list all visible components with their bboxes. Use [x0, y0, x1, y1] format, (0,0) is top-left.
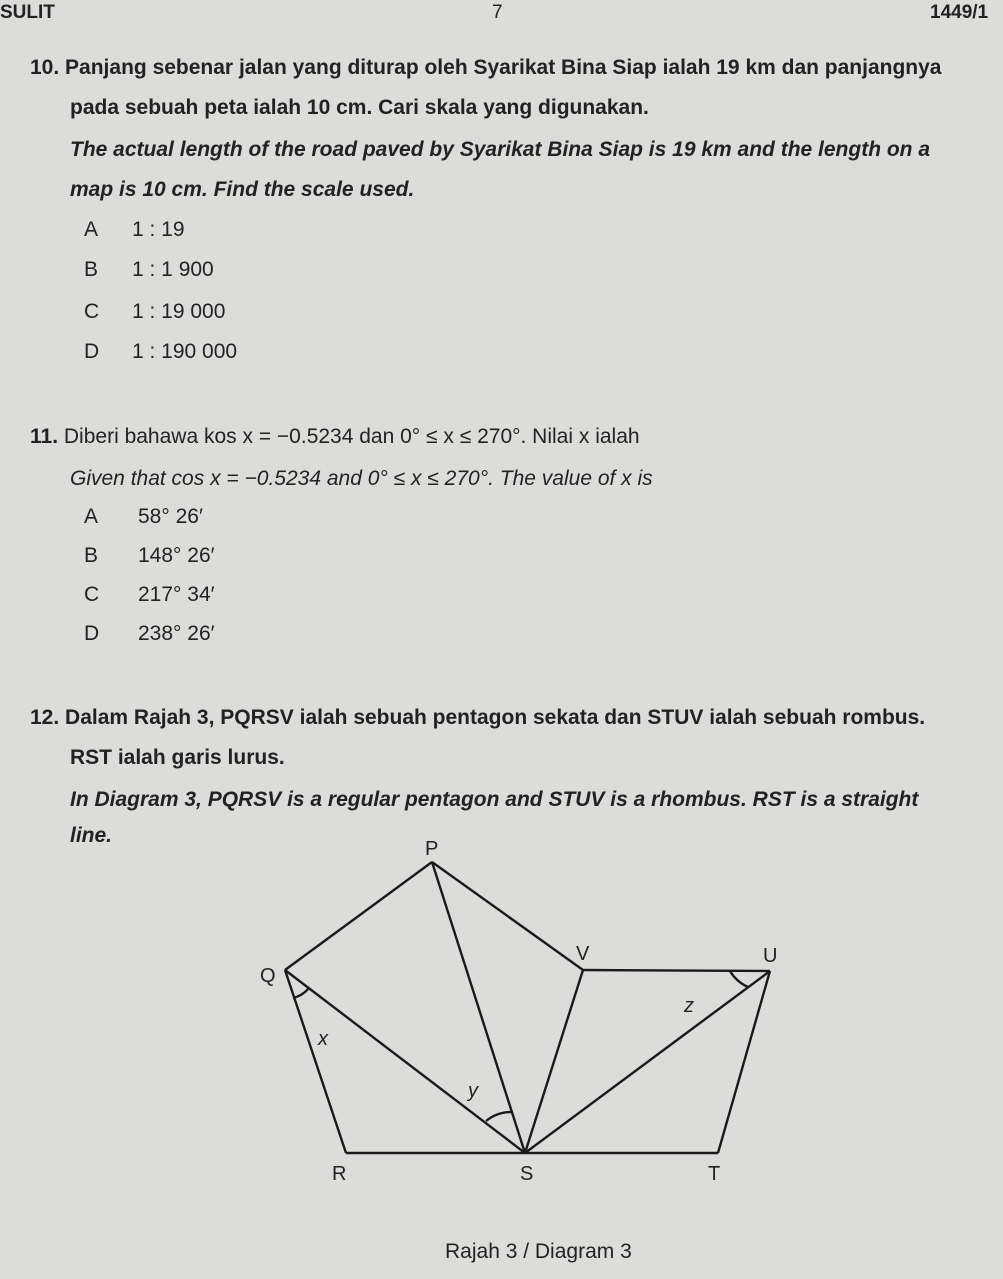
- q12-number: 12.: [30, 706, 60, 729]
- option-text: 238° 26′: [138, 622, 215, 645]
- label-p: P: [425, 838, 439, 860]
- option-text: 148° 26′: [138, 544, 215, 567]
- label-s: S: [520, 1163, 534, 1185]
- option-letter: D: [84, 622, 100, 645]
- option-text: 1 : 19: [132, 218, 185, 241]
- label-r: R: [332, 1163, 347, 1185]
- label-t: T: [708, 1163, 721, 1185]
- label-angle-y: y: [468, 1080, 478, 1102]
- q11-english: Given that cos x = −0.5234 and 0° ≤ x ≤ 270°. The value of x is: [70, 467, 653, 490]
- q10-english-2: map is 10 cm. Find the scale used.: [70, 178, 415, 201]
- q11-malay: Diberi bahawa kos x = −0.5234 dan 0° ≤ x ≤ 270°. Nilai x ialah: [63, 425, 640, 448]
- line-ps: [432, 862, 525, 1153]
- option-letter: C: [84, 300, 100, 323]
- angle-y-arc: [486, 1112, 512, 1121]
- q12-malay-2: RST ialah garis lurus.: [70, 746, 285, 769]
- header-sulit: SULIT: [0, 2, 55, 23]
- q10-english-1: The actual length of the road paved by Syarikat Bina Siap is 19 km and the length on a: [70, 138, 931, 161]
- q12-english-2: line.: [70, 824, 113, 847]
- header-paper-code: 1449/1: [930, 2, 989, 23]
- edge-pq: [285, 862, 432, 970]
- option-letter: D: [84, 340, 100, 363]
- option-text: 1 : 19 000: [132, 300, 226, 323]
- line-us: [525, 971, 770, 1153]
- label-angle-x: x: [318, 1028, 328, 1050]
- label-u: U: [763, 945, 778, 967]
- option-letter: A: [84, 218, 99, 241]
- option-letter: C: [84, 583, 100, 606]
- edge-vp: [432, 862, 583, 970]
- edge-uv: [583, 970, 770, 971]
- label-angle-z: z: [684, 995, 694, 1017]
- option-letter: B: [84, 544, 99, 567]
- q10-malay-2: pada sebuah peta ialah 10 cm. Cari skala yang digunakan.: [70, 96, 649, 119]
- q10-malay-1: Panjang sebenar jalan yang diturap oleh Syarikat Bina Siap ialah 19 km dan panjangnya: [65, 56, 942, 79]
- edge-tu: [718, 971, 770, 1153]
- option-letter: B: [84, 258, 99, 281]
- q10-number: 10.: [30, 56, 60, 79]
- label-q: Q: [260, 965, 276, 987]
- angle-z-arc: [730, 971, 748, 987]
- edge-sv: [525, 970, 583, 1153]
- option-letter: A: [84, 505, 99, 528]
- q11-number: 11.: [30, 425, 59, 448]
- option-text: 217° 34′: [138, 583, 215, 606]
- option-text: 1 : 190 000: [132, 340, 238, 363]
- option-text: 58° 26′: [138, 505, 203, 528]
- diagram-caption: Rajah 3 / Diagram 3: [445, 1240, 632, 1263]
- header-page-number: 7: [492, 2, 503, 23]
- q12-english-1: In Diagram 3, PQRSV is a regular pentagon and STUV is a rhombus. RST is a straight: [70, 788, 919, 811]
- option-text: 1 : 1 900: [132, 258, 214, 281]
- line-qs: [285, 970, 525, 1153]
- angle-x-arc: [293, 988, 309, 998]
- label-v: V: [576, 943, 590, 965]
- q12-malay-1: Dalam Rajah 3, PQRSV ialah sebuah pentagon sekata dan STUV ialah sebuah rombus.: [65, 706, 926, 729]
